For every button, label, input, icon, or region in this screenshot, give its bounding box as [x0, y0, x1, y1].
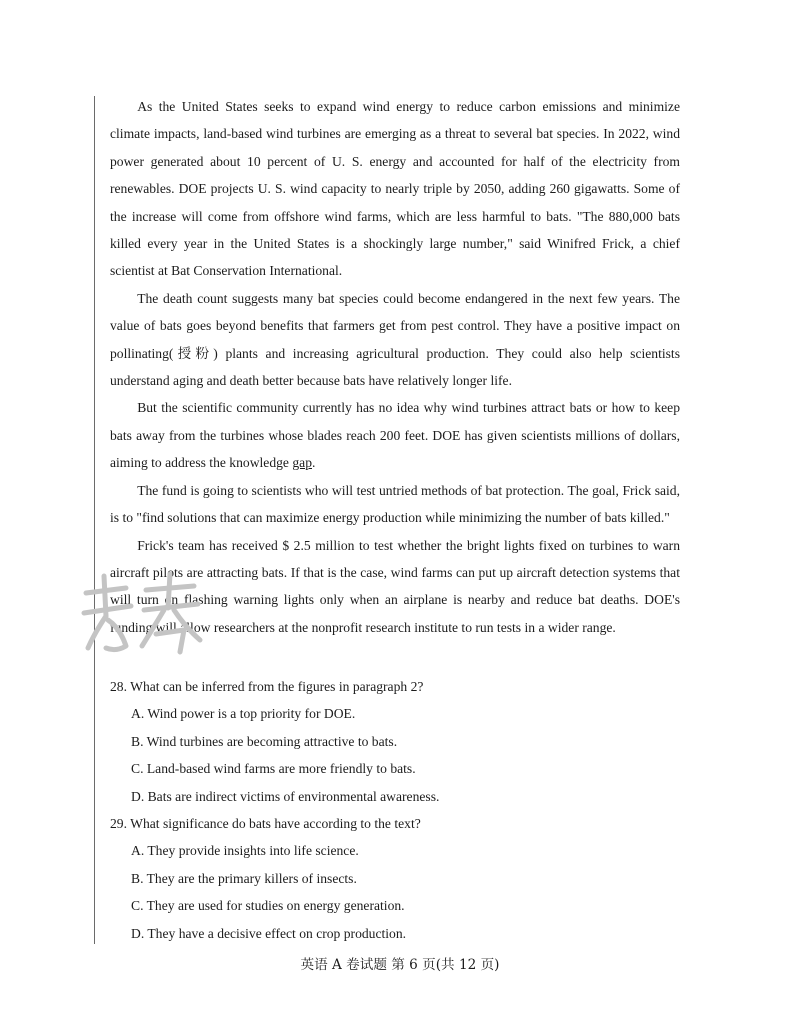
- question-stem: 28. What can be inferred from the figures in paragraph 2?: [110, 679, 424, 694]
- option-a: A. They provide insights into life science.: [131, 843, 359, 859]
- option-d: D. They have a decisive effect on crop production.: [131, 925, 407, 941]
- question-stem: 29. What significance do bats have according to the text?: [110, 816, 421, 832]
- question-28: [110, 673, 680, 810]
- passage-paragraph-4: The fund is going to scientists who will test untried methods of bat protection. The goal, Frick said, is to "find solutions that can maximize energy production while minimizing the number of bats killed.": [110, 482, 680, 526]
- reading-passage: [110, 93, 680, 641]
- passage-paragraph-1: As the United States seeks to expand wind energy to reduce carbon emissions and minimize climate impacts, land-based wind turbines are emerging as a threat to several bat species. In 2022, wind power generated about 10 percent of U. S. energy and accounted for half of the electricity from renewables. DOE projects U. S. wind capacity to nearly triple by 2050, adding 260 gigawatts. Some of the increase will come from offshore wind farms, which are less harmful to bats. "The 880,000 bats killed every year in the United States is a shockingly large number," said Winifred Frick, a chief scientist at Bat Conservation International.: [110, 99, 680, 279]
- option-c: C. They are used for studies on energy generation.: [131, 898, 405, 914]
- passage-paragraph-3-end: .: [312, 455, 316, 471]
- option-a: A. Wind power is a top priority for DOE.: [131, 706, 356, 722]
- passage-paragraph-2: The death count suggests many bat species could become endangered in the next few years. The value of bats goes beyond benefits that farmers get from pest control. They have a positive impact on pollinating(授粉) plants and increasing agricultural production. They could also help scientists understand aging and death better because bats have relatively longer life.: [110, 290, 680, 389]
- option-b: B. They are the primary killers of insects.: [131, 870, 357, 886]
- question-29: [110, 810, 680, 947]
- margin-rule: [94, 96, 95, 944]
- passage-paragraph-3-text: But the scientific community currently has no idea why wind turbines attract bats or how to keep bats away from the turbines whose blades reach 200 feet. DOE has given scientists millions of dollars, aiming to address the knowledge: [110, 400, 680, 471]
- option-b: B. Wind turbines are becoming attractive to bats.: [131, 733, 398, 749]
- passage-paragraph-5: Frick's team has received $ 2.5 million to test whether the bright lights fixed on turbines to warn aircraft pilots are attracting bats. If that is the case, wind farms can put up aircraft detection systems that will turn on flashing warning lights only when an airplane is nearby and reduce bat deaths. DOE's funding will allow researchers at the nonprofit research institute to run tests in a wider range.: [110, 537, 680, 635]
- underlined-word-gap: gap: [292, 455, 312, 471]
- page-footer: 英语 A 卷试题 第 6 页(共 12 页): [300, 957, 500, 973]
- option-c: C. Land-based wind farms are more friendly to bats.: [131, 761, 416, 777]
- passage-paragraph-3: [110, 394, 680, 476]
- question-list: [110, 673, 680, 947]
- option-d: D. Bats are indirect victims of environmental awareness.: [131, 788, 440, 804]
